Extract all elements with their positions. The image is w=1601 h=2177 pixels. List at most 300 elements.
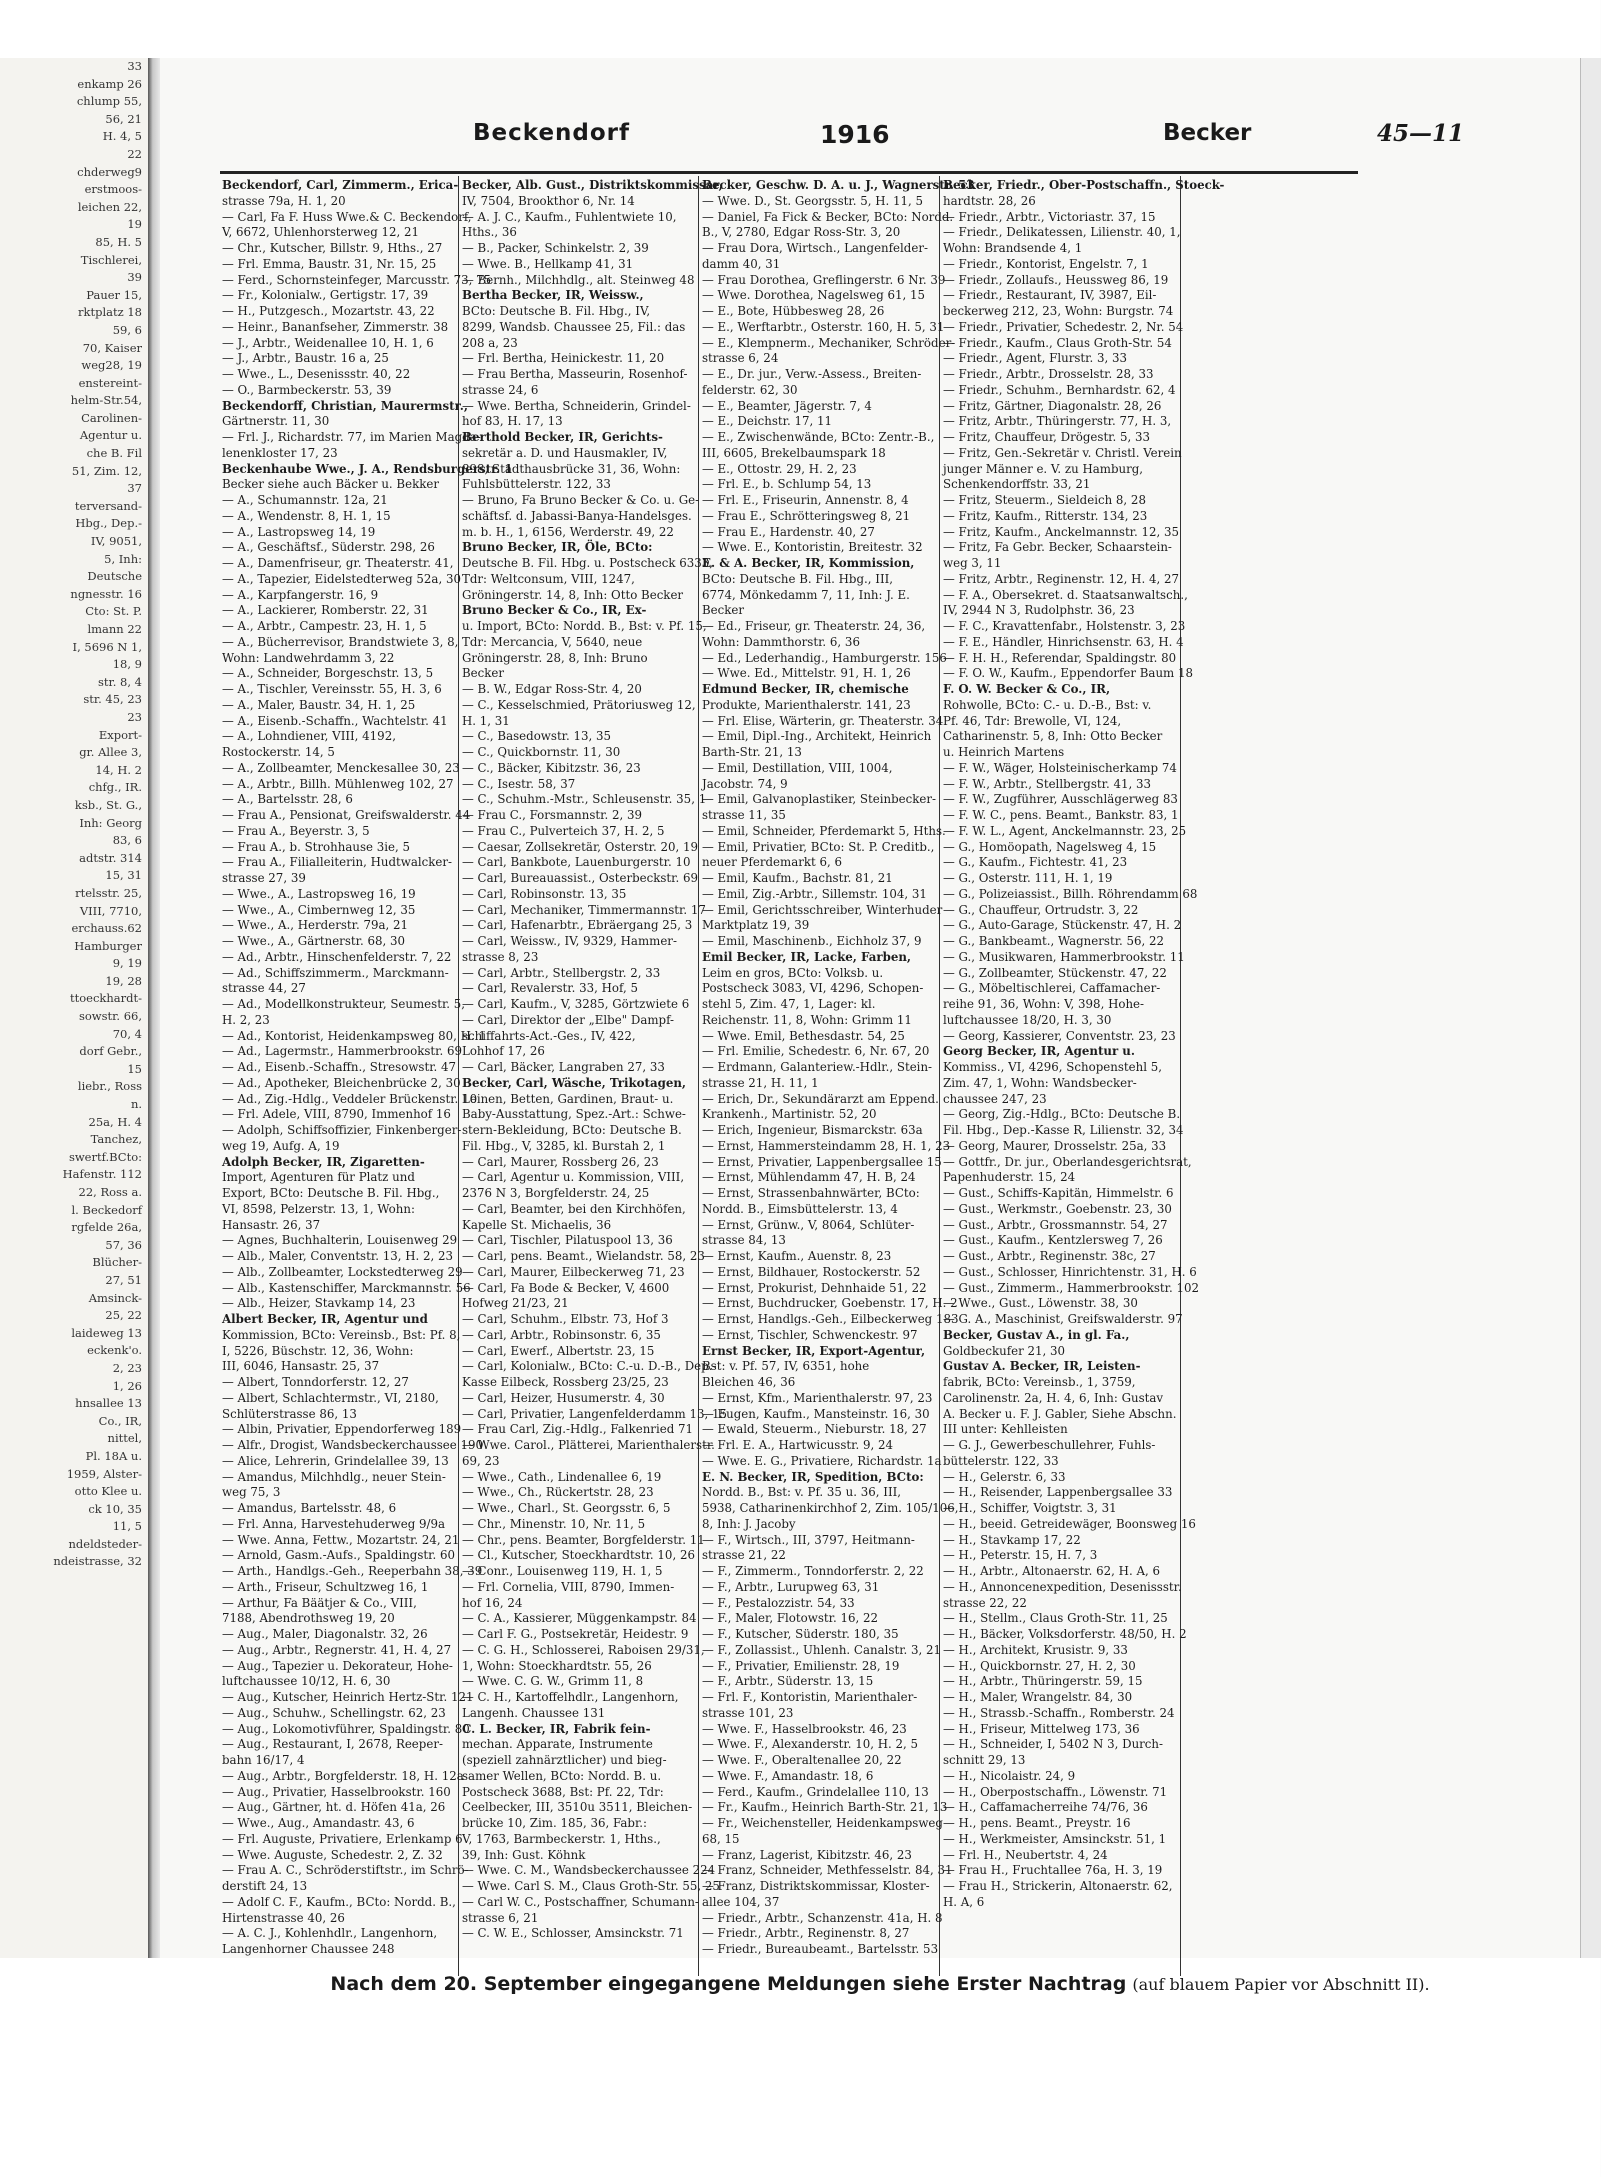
- directory-entry-line: Rohwolle, BCto: C.- u. D.-B., Bst: v.: [943, 697, 1152, 712]
- directory-entry-line: — Fritz, Chauffeur, Drögestr. 5, 33: [943, 430, 1151, 444]
- directory-entry-line: — G., Polizeiassist., Billh. Röhrendamm 68: [943, 886, 1198, 901]
- left-page-fragment: 56, 21: [105, 111, 142, 126]
- directory-entry-line: — Emil, Privatier, BCto: St. P. Creditb.,: [702, 839, 935, 854]
- left-page-fragment: Co., IR,: [98, 1413, 142, 1428]
- directory-entry-line: — F., Kutscher, Süderstr. 180, 35: [702, 1627, 899, 1641]
- directory-entry-line: beckerweg 212, 23, Wohn: Burgstr. 74: [943, 304, 1174, 318]
- directory-entry-line: A. Becker u. F. J. Gabler, Siehe Abschn.: [943, 1406, 1177, 1421]
- directory-entry-line: — Emil, Kaufm., Bachstr. 81, 21: [702, 871, 893, 885]
- page-footer: [160, 1973, 1600, 1995]
- directory-entry-line: — Aug., Restaurant, I, 2678, Reeper-: [222, 1737, 443, 1752]
- directory-entry-line: — Carl, Weissw., IV, 9329, Hammer-: [462, 934, 677, 948]
- directory-entry-line: sekretär a. D. und Hausmakler, IV,: [462, 445, 668, 460]
- left-page-edge: [0, 58, 152, 1958]
- directory-entry-line: — H., Reisender, Lappenbergsallee 33: [943, 1485, 1173, 1500]
- left-page-fragment: weg28, 19: [81, 358, 142, 373]
- directory-entry-line: — Carl, Direktor der „Elbe" Dampf-: [462, 1012, 675, 1027]
- footer-notice: Nach dem 20. September eingegangene Meldungen siehe Erster Nachtrag: [330, 1973, 1127, 1995]
- directory-entry-line: — H., Stellm., Claus Groth-Str. 11, 25: [943, 1611, 1168, 1626]
- directory-entry-line: — C., Schuhm.-Mstr., Schleusenstr. 35, 1: [462, 792, 707, 807]
- directory-entry-line: Wohn: Brandsende 4, 1: [943, 241, 1083, 255]
- directory-entry-line: — Cl., Kutscher, Stoeckhardtstr. 10, 26: [462, 1548, 695, 1563]
- directory-entry-line: u. Heinrich Martens: [943, 745, 1065, 759]
- directory-entry-line: bahn 16/17, 4: [222, 1753, 305, 1767]
- directory-entry-line: Becker, Geschw. D. A. u. J., Wagnerstr. 53: [702, 178, 975, 192]
- directory-entry-line: — Gust., Kaufm., Kentzlersweg 7, 26: [943, 1233, 1163, 1248]
- directory-entry-line: Becker siehe auch Bäcker u. Bekker: [222, 477, 439, 492]
- directory-entry-line: — Frau E., Hardenstr. 40, 27: [702, 524, 875, 539]
- directory-entry-line: — H., Quickbornstr. 27, H. 2, 30: [943, 1658, 1136, 1673]
- directory-entry-line: IV, 2944 N 3, Rudolphstr. 36, 23: [943, 603, 1135, 618]
- directory-entry-line: Baby-Ausstattung, Spez.-Art.: Schwe-: [462, 1107, 686, 1122]
- directory-entry-line: — Conr., Louisenweg 119, H. 1, 5: [462, 1564, 663, 1578]
- directory-entry-line: — Arth., Friseur, Schultzweg 16, 1: [222, 1579, 429, 1594]
- directory-entry-line: — Chr., Minenstr. 10, Nr. 11, 5: [462, 1516, 646, 1531]
- directory-entry-line: Wohn: Dammthorstr. 6, 36: [702, 634, 860, 649]
- directory-entry-line: H. 1, 31: [462, 713, 510, 728]
- directory-entry-line: fabrik, BCto: Vereinsb., 1, 3759,: [943, 1375, 1136, 1389]
- directory-entry-line: — Emil, Destillation, VIII, 1004,: [702, 760, 893, 775]
- directory-entry-line: — H., Friseur, Mittelweg 173, 36: [943, 1721, 1140, 1736]
- directory-entry-line: m. b. H., 1, 6156, Werderstr. 49, 22: [462, 524, 674, 539]
- directory-entry-line: strasse 21, 22: [702, 1548, 786, 1563]
- directory-entry-line: — A., Bartelsstr. 28, 6: [222, 792, 353, 807]
- directory-entry-line: Marktplatz 19, 39: [702, 918, 810, 933]
- directory-entry-line: Bst: v. Pf. 57, IV, 6351, hohe: [702, 1359, 870, 1374]
- directory-entry-line: — Ferd., Kaufm., Grindelallee 110, 13: [702, 1784, 929, 1799]
- directory-entry-line: — Friedr., Delikatessen, Lilienstr. 40, 1,: [943, 225, 1181, 240]
- directory-entry-line: — Aug., Maler, Diagonalstr. 32, 26: [222, 1627, 428, 1641]
- directory-entry-line: — Wwe. F., Alexanderstr. 10, H. 2, 5: [702, 1737, 919, 1752]
- directory-entry-line: — H., Schiffer, Voigtstr. 3, 31: [943, 1501, 1117, 1515]
- directory-entry-line: strasse 22, 22: [943, 1595, 1027, 1610]
- directory-entry-line: VI, 8598, Pelzerstr. 13, 1, Wohn:: [222, 1201, 415, 1216]
- directory-entry-line: — E., Dr. jur., Verw.-Assess., Breiten-: [702, 367, 922, 381]
- left-page-fragment: 9, 19: [112, 956, 142, 971]
- header-right-word: Becker: [1163, 120, 1252, 146]
- left-page-fragment: Tischlerei,: [80, 252, 142, 267]
- directory-entry-line: — Friedr., Arbtr., Schanzenstr. 41a, H. 8: [702, 1910, 943, 1925]
- directory-entry-line: — Fr., Kolonialw., Gertigstr. 17, 39: [222, 288, 429, 303]
- directory-entry-line: — Friedr., Arbtr., Drosselstr. 28, 33: [943, 367, 1154, 381]
- directory-entry-line: — Carl, Kaufm., V, 3285, Görtzwiete 6: [462, 997, 690, 1011]
- directory-entry-line: — Carl, Fa Bode & Becker, V, 4600: [462, 1280, 670, 1295]
- directory-entry-line: 39, Inh: Gust. Köhnk: [462, 1847, 586, 1862]
- left-page-fragment: 37: [127, 481, 142, 496]
- directory-entry-line: Import, Agenturen für Platz und: [222, 1170, 415, 1185]
- directory-entry-line: — Fritz, Kaufm., Anckelmannstr. 12, 35: [943, 524, 1180, 539]
- directory-entry-line: — Frl. F., Kontoristin, Marienthaler-: [702, 1690, 918, 1704]
- directory-entry-line: — Erich, Dr., Sekundärarzt am Eppend.: [702, 1091, 939, 1106]
- directory-entry-line: 2376 N 3, Borgfelderstr. 24, 25: [462, 1186, 650, 1200]
- directory-entry-line: — H., Werkmeister, Amsinckstr. 51, 1: [943, 1831, 1167, 1846]
- directory-entry-line: — Frau A. C., Schröderstiftstr., im Schrö-: [222, 1863, 469, 1878]
- directory-entry-line: — Frau A., Pensionat, Greifswalderstr. 44: [222, 808, 471, 822]
- directory-entry-line: — Erich, Ingenieur, Bismarckstr. 63a: [702, 1123, 923, 1137]
- left-page-fragment: helm-Str.54,: [70, 393, 142, 408]
- directory-entry-line: E. & A. Becker, IR, Kommission,: [702, 556, 915, 570]
- directory-entry-line: — F. W. C., pens. Beamt., Bankstr. 83, 1: [943, 808, 1179, 822]
- directory-entry-line: — Aug., Lokomotivführer, Spaldingstr. 80: [222, 1721, 470, 1736]
- directory-entry-line: — Frl. H., Neubertstr. 4, 24: [943, 1847, 1108, 1862]
- directory-entry-line: Hansastr. 26, 37: [222, 1217, 321, 1232]
- directory-entry-line: samer Wellen, BCto: Nordd. B. u.: [462, 1768, 662, 1783]
- directory-entry-line: — Ernst, Buchdrucker, Goebenstr. 17, H. 2: [702, 1296, 958, 1311]
- directory-entry-line: — Frau Bertha, Masseurin, Rosenhof-: [462, 367, 688, 381]
- directory-entry-line: — Friedr., Zollaufs., Heussweg 86, 19: [943, 272, 1169, 287]
- directory-entry-line: Becker, Alb. Gust., Distriktskommissar,: [462, 178, 723, 192]
- directory-entry-line: — Frl. E. A., Hartwicusstr. 9, 24: [702, 1438, 894, 1452]
- left-page-fragment: Amsinck-: [88, 1290, 142, 1305]
- directory-entry-line: derstift 24, 13: [222, 1879, 308, 1893]
- directory-entry-line: — A., Bücherrevisor, Brandstwiete 3, 8,: [222, 634, 459, 649]
- directory-entry-line: E. N. Becker, IR, Spedition, BCto:: [702, 1469, 924, 1484]
- directory-entry-line: Tdr: Weltconsum, VIII, 1247,: [462, 571, 635, 586]
- directory-entry-line: — Friedr., Schuhm., Bernhardstr. 62, 4: [943, 382, 1176, 397]
- left-page-fragment: 15: [127, 1061, 142, 1076]
- directory-entry-line: — F. W. L., Agent, Anckelmannstr. 23, 25: [943, 823, 1187, 838]
- directory-entry-line: Becker: [702, 603, 745, 618]
- directory-entry-line: — Bruno, Fa Bruno Becker & Co. u. Ge-: [462, 493, 700, 507]
- directory-entry-line: — Carl, Schuhm., Elbstr. 73, Hof 3: [462, 1312, 669, 1326]
- directory-entry-line: — Wwe. B., Hellkamp 41, 31: [462, 256, 634, 271]
- directory-entry-line: — Frl. Anna, Harvestehuderweg 9/9a: [222, 1516, 446, 1531]
- directory-entry-line: Export, BCto: Deutsche B. Fil. Hbg.,: [222, 1186, 440, 1200]
- directory-entry-line: — Wwe. Ed., Mittelstr. 91, H. 1, 26: [702, 666, 911, 681]
- directory-entry-line: chaussee 247, 23: [943, 1091, 1047, 1106]
- directory-entry-line: stehl 5, Zim. 47, 1, Lager: kl.: [702, 997, 876, 1011]
- directory-entry-line: Carolinenstr. 2a, H. 4, 6, Inh: Gustav: [943, 1390, 1164, 1405]
- directory-entry-line: — Wwe., Gust., Löwenstr. 38, 30: [943, 1296, 1138, 1311]
- directory-entry-line: Langenh. Chaussee 131: [462, 1705, 606, 1720]
- directory-entry-line: — Gust., Werkmstr., Goebenstr. 23, 30: [943, 1201, 1172, 1216]
- directory-entry-line: — Frl. Emma, Baustr. 31, Nr. 15, 25: [222, 256, 437, 271]
- directory-entry-line: — Fritz, Kaufm., Ritterstr. 134, 23: [943, 508, 1148, 523]
- directory-entry-line: Postscheck 3083, VI, 4296, Schopen-: [702, 981, 924, 996]
- directory-entry-line: — Arth., Handlgs.-Geh., Reeperbahn 38, 39: [222, 1564, 483, 1578]
- left-page-fragment: chfg., IR.: [88, 780, 142, 795]
- directory-entry-line: — A., Lohndiener, VIII, 4192,: [222, 729, 396, 744]
- directory-entry-line: — Ernst, Kaufm., Auenstr. 8, 23: [702, 1249, 892, 1263]
- directory-entry-line: — G. A., Maschinist, Greifswalderstr. 97: [943, 1312, 1183, 1326]
- directory-entry-line: allee 104, 37: [702, 1894, 780, 1909]
- left-page-fragment: n.: [130, 1097, 142, 1112]
- directory-entry-line: — H., Arbtr., Altonaerstr. 62, H. A, 6: [943, 1564, 1160, 1578]
- directory-entry-line: — Frl. E., Friseurin, Annenstr. 8, 4: [702, 493, 909, 507]
- directory-entry-line: Pf. 46, Tdr: Brewolle, VI, 124,: [943, 713, 1122, 728]
- directory-entry-line: — Ernst, Grünw., V, 8064, Schlüter-: [702, 1217, 915, 1232]
- directory-entry-line: Lohhof 17, 26: [462, 1044, 545, 1059]
- directory-entry-line: lenenkloster 17, 23: [222, 445, 338, 460]
- directory-entry-line: — Aug., Kutscher, Heinrich Hertz-Str. 121: [222, 1690, 474, 1704]
- directory-entry-line: mechan. Apparate, Instrumente: [462, 1737, 653, 1752]
- directory-entry-line: — F., Pestalozzistr. 54, 33: [702, 1595, 855, 1610]
- directory-entry-line: — O., Barmbeckerstr. 53, 39: [222, 382, 392, 397]
- footer-note: (auf blauem Papier vor Abschnitt II).: [1132, 1975, 1430, 1994]
- left-page-fragment: 23: [127, 709, 142, 724]
- directory-entry-line: Becker, Friedr., Ober-Postschaffn., Stoeck-: [943, 178, 1225, 192]
- directory-entry-line: — Wwe., Ch., Rückertstr. 28, 23: [462, 1485, 654, 1500]
- directory-entry-line: — Erdmann, Galanteriew.-Hdlr., Stein-: [702, 1060, 933, 1074]
- directory-entry-line: — Wwe., Aug., Amandastr. 43, 6: [222, 1816, 415, 1830]
- directory-entry-line: — Aug., Tapezier u. Dekorateur, Hohe-: [222, 1658, 453, 1673]
- directory-entry-line: — Ad., Kontorist, Heidenkampsweg 80, H. 1: [222, 1028, 486, 1043]
- left-page-fragment: 18, 9: [112, 657, 142, 672]
- directory-entry-line: Beckenhaube Wwe., J. A., Rendsburgerstr. 1: [222, 461, 513, 476]
- directory-entry-line: — Friedr., Kontorist, Engelstr. 7, 1: [943, 256, 1149, 271]
- directory-entry-line: — Frau E., Schrötteringsweg 8, 21: [702, 508, 911, 523]
- directory-entry-line: — Fritz, Fa Gebr. Becker, Schaarstein-: [943, 540, 1172, 555]
- directory-entry-line: weg 75, 3: [222, 1485, 281, 1500]
- directory-entry-line: büttelerstr. 122, 33: [943, 1453, 1059, 1468]
- directory-entry-line: — Frau A., Beyerstr. 3, 5: [222, 823, 370, 838]
- directory-entry-line: — Wwe., A., Cimbernweg 12, 35: [222, 902, 416, 917]
- directory-entry-line: — G., Homöopath, Nagelsweg 4, 15: [943, 839, 1157, 854]
- directory-entry-line: — Wwe., A., Herderstr. 79a, 21: [222, 918, 409, 933]
- directory-entry-line: — Aug., Gärtner, ht. d. Höfen 41a, 26: [222, 1800, 446, 1815]
- directory-entry-line: III, 6046, Hansastr. 25, 37: [222, 1359, 380, 1374]
- left-page-fragment: 15, 31: [105, 868, 142, 883]
- directory-entry-line: strasse 27, 39: [222, 871, 306, 885]
- left-page-fragment: 1, 26: [112, 1378, 142, 1393]
- directory-entry-line: Reichenstr. 11, 8, Wohn: Grimm 11: [702, 1012, 912, 1027]
- left-page-fragment: che B. Fil: [86, 446, 142, 461]
- scan-right-edge: [1580, 58, 1601, 1958]
- directory-entry-line: — Frl. Cornelia, VIII, 8790, Immen-: [462, 1579, 675, 1594]
- left-page-fragment: enkamp 26: [77, 76, 142, 91]
- directory-entry-line: — Ernst, Prokurist, Dehnhaide 51, 22: [702, 1280, 927, 1295]
- left-page-fragment: liebr., Ross: [77, 1079, 142, 1094]
- left-page-fragment: Inh: Georg: [79, 815, 142, 830]
- directory-entry-line: — H., pens. Beamt., Preystr. 16: [943, 1816, 1131, 1830]
- directory-entry-line: — F., Arbtr., Lurupweg 63, 31: [702, 1579, 880, 1594]
- directory-entry-line: — Frl. Adele, VIII, 8790, Immenhof 16: [222, 1107, 451, 1122]
- directory-entry-line: 68, 15: [702, 1831, 740, 1846]
- directory-entry-line: strasse 6, 24: [702, 351, 779, 366]
- directory-entry-line: — F., Zimmerm., Tonndorferstr. 2, 22: [702, 1564, 924, 1578]
- directory-entry-line: — Friedr., Bureaubeamt., Bartelsstr. 53: [702, 1942, 939, 1956]
- directory-entry-line: — Ad., Lagermstr., Hammerbrookstr. 69: [222, 1044, 462, 1059]
- directory-entry-line: — Daniel, Fa Fick & Becker, BCto: Nordd.: [702, 209, 954, 224]
- directory-entry-line: Produkte, Marienthalerstr. 141, 23: [702, 697, 911, 712]
- directory-entry-line: — A., Zollbeamter, Menckesallee 30, 23: [222, 760, 460, 775]
- left-page-fragment: chlump 55,: [76, 94, 142, 109]
- directory-entry-line: — F. A., Obersekret. d. Staatsanwaltsch.,: [943, 587, 1188, 602]
- directory-entry-line: — C. W. E., Schlosser, Amsinckstr. 71: [462, 1926, 684, 1941]
- left-page-fragment: 11, 5: [112, 1519, 142, 1534]
- directory-entry-line: Kommiss., VI, 4296, Schopenstehl 5,: [943, 1060, 1162, 1074]
- directory-entry-line: — Frau Carl, Zig.-Hdlg., Falkenried 71: [462, 1422, 694, 1437]
- directory-entry-line: — Frl. Bertha, Heinickestr. 11, 20: [462, 351, 665, 366]
- directory-entry-line: — G., Auto-Garage, Stückenstr. 47, H. 2: [943, 918, 1182, 933]
- directory-entry-line: — Fr., Weichensteller, Heidenkampsweg: [702, 1816, 943, 1830]
- directory-entry-line: Berthold Becker, IR, Gerichts-: [462, 430, 663, 444]
- directory-entry-line: Gärtnerstr. 11, 30: [222, 414, 330, 429]
- column-divider: [698, 176, 699, 1976]
- directory-entry-line: Fil. Hbg., V, 3285, kl. Burstah 2, 1: [462, 1138, 666, 1153]
- header-rule: [220, 171, 1358, 174]
- directory-entry-line: — Gottfr., Dr. jur., Oberlandesgerichtsrat,: [943, 1154, 1192, 1169]
- left-page-fragment: 51, Zim. 12,: [71, 463, 142, 478]
- directory-entry-line: Kasse Eilbeck, Rossberg 23/25, 23: [462, 1375, 669, 1389]
- left-page-fragment: 27, 51: [105, 1272, 142, 1287]
- directory-entry-line: strasse 8, 23: [462, 949, 539, 964]
- directory-entry-line: — Alb., Zollbeamter, Lockstedterweg 29: [222, 1264, 463, 1279]
- left-page-fragment: Carolinen-: [81, 410, 142, 425]
- left-page-fragment: Hbg., Dep.-: [75, 516, 142, 531]
- directory-entry-line: — A., Geschäftsf., Süderstr. 298, 26: [222, 540, 435, 555]
- left-page-fragment: chderweg9: [77, 164, 142, 179]
- directory-entry-line: — A. C. J., Kohlenhdlr., Langenhorn,: [222, 1926, 438, 1941]
- directory-entry-line: — Arthur, Fa Bäätjer & Co., VIII,: [222, 1595, 417, 1610]
- directory-entry-line: — F., Privatier, Emilienstr. 28, 19: [702, 1658, 900, 1673]
- directory-entry-line: — Amandus, Bartelsstr. 48, 6: [222, 1501, 397, 1515]
- directory-entry-line: — H., Oberpostschaffn., Löwenstr. 71: [943, 1784, 1168, 1799]
- directory-entry-line: — Carl, Ewerf., Albertstr. 23, 15: [462, 1343, 655, 1358]
- left-page-fragment: rgfelde 26a,: [71, 1220, 142, 1235]
- left-page-fragment: 25a, H. 4: [88, 1114, 142, 1129]
- directory-entry-line: — Friedr., Privatier, Schedestr. 2, Nr. 54: [943, 319, 1184, 334]
- directory-entry-line: strasse 44, 27: [222, 981, 306, 996]
- column-divider: [939, 176, 940, 1976]
- directory-entry-line: — Emil, Dipl.-Ing., Architekt, Heinrich: [702, 729, 932, 744]
- directory-entry-line: — Fritz, Arbtr., Reginenstr. 12, H. 4, 27: [943, 571, 1179, 586]
- directory-entry-line: — Carl, Beamter, bei den Kirchhöfen,: [462, 1201, 686, 1216]
- directory-entry-line: reihe 91, 36, Wohn: V, 398, Hohe-: [943, 997, 1145, 1011]
- directory-entry-line: — H., Stavkamp 17, 22: [943, 1532, 1081, 1547]
- directory-entry-line: — Friedr., Arbtr., Victoriastr. 37, 15: [943, 209, 1156, 224]
- directory-entry-line: 8, Inh: J. Jacoby: [702, 1516, 796, 1531]
- directory-entry-line: Georg Becker, IR, Agentur u.: [943, 1044, 1135, 1059]
- directory-entry-line: — Frl. Auguste, Privatiere, Erlenkamp 6: [222, 1831, 463, 1846]
- directory-entry-line: — Carl W. C., Postschaffner, Schumann-: [462, 1894, 699, 1909]
- directory-entry-line: — Wwe., A., Lastropsweg 16, 19: [222, 886, 416, 901]
- directory-entry-line: — H., Strassb.-Schaffn., Romberstr. 24: [943, 1705, 1175, 1720]
- directory-entry-line: — C., Basedowstr. 13, 35: [462, 729, 612, 744]
- directory-entry-line: — Emil, Zig.-Arbtr., Sillemstr. 104, 31: [702, 886, 927, 901]
- directory-entry-line: — Fr., Kaufm., Heinrich Barth-Str. 21, 13: [702, 1800, 948, 1815]
- directory-entry-line: Zim. 47, 1, Wohn: Wandsbecker-: [943, 1075, 1137, 1090]
- directory-entry-line: Adolph Becker, IR, Zigaretten-: [222, 1154, 425, 1169]
- left-page-fragment: Agentur u.: [79, 428, 142, 443]
- directory-entry-line: — Franz, Distriktskommissar, Kloster-: [702, 1879, 930, 1893]
- directory-entry-line: — H., beeid. Getreidewäger, Boonsweg 16: [943, 1516, 1196, 1531]
- left-page-fragment: swertf.BCto:: [68, 1149, 142, 1164]
- directory-entry-line: 1, Wohn: Stoeckhardtstr. 55, 26: [462, 1658, 652, 1673]
- directory-entry-line: — Georg, Maurer, Drosselstr. 25a, 33: [943, 1138, 1167, 1153]
- left-page-fragment: 25, 22: [105, 1308, 142, 1323]
- left-page-fragment: 2, 23: [112, 1360, 142, 1375]
- directory-entry-line: — Aug., Arbtr., Regnerstr. 41, H. 4, 27: [222, 1642, 452, 1657]
- directory-entry-line: — Ad., Modellkonstrukteur, Seumestr. 5,: [222, 997, 466, 1011]
- directory-entry-line: strasse 84, 13: [702, 1233, 786, 1248]
- directory-entry-line: — Wwe. Bertha, Schneiderin, Grindel-: [462, 398, 691, 413]
- directory-entry-line: — Carl, Maurer, Rossberg 26, 23: [462, 1154, 659, 1169]
- directory-entry-line: strasse 79a, H. 1, 20: [222, 193, 346, 208]
- left-page-fragment: Cto: St. P.: [85, 604, 142, 619]
- directory-entry-line: 208 a, 23: [462, 335, 518, 350]
- directory-entry-line: — A., Arbtr., Campestr. 23, H. 1, 5: [222, 619, 427, 633]
- directory-entry-line: — Wwe. D., St. Georgsstr. 5, H. 11, 5: [702, 193, 924, 208]
- directory-entry-line: schnitt 29, 13: [943, 1753, 1026, 1767]
- directory-entry-line: — Ferd., Schornsteinfeger, Marcusstr. 73, 75: [222, 272, 492, 287]
- page-header: [160, 120, 1600, 160]
- directory-entry-line: 69, 23: [462, 1453, 500, 1468]
- left-page-fragment: dorf Gebr.,: [79, 1044, 142, 1059]
- directory-entry-line: — Friedr., Arbtr., Reginenstr. 8, 27: [702, 1926, 910, 1941]
- directory-entry-line: — Gust., Arbtr., Grossmannstr. 54, 27: [943, 1217, 1168, 1232]
- directory-entry-line: Bruno Becker & Co., IR, Ex-: [462, 603, 647, 618]
- directory-entry-line: — Gust., Schiffs-Kapitän, Himmelstr. 6: [943, 1186, 1174, 1200]
- directory-entry-line: Ernst Becker, IR, Export-Agentur,: [702, 1343, 926, 1358]
- directory-entry-line: — A., Eisenb.-Schaffn., Wachtelstr. 41: [222, 713, 448, 728]
- directory-entry-line: — Carl, Revalerstr. 33, Hof, 5: [462, 981, 638, 996]
- directory-entry-line: — Frau C., Forsmannstr. 2, 39: [462, 808, 643, 822]
- directory-entry-line: Bertha Becker, IR, Weissw.,: [462, 288, 644, 303]
- left-page-fragment: enstereint-: [78, 375, 142, 390]
- left-page-fragment: lmann 22: [87, 622, 142, 636]
- directory-entry-line: — Chr., Kutscher, Billstr. 9, Hths., 27: [222, 241, 443, 255]
- left-page-fragment: Tanchez,: [90, 1132, 142, 1147]
- directory-entry-line: junger Männer e. V. zu Hamburg,: [943, 461, 1144, 476]
- left-page-fragment: ndeistrasse, 32: [53, 1554, 142, 1569]
- directory-entry-line: hof 16, 24: [462, 1595, 523, 1610]
- directory-entry-line: — H., Bäcker, Volksdorferstr. 48/50, H. 2: [943, 1627, 1187, 1641]
- directory-entry-line: — Carl, Hafenarbtr., Ebräergang 25, 3: [462, 918, 693, 933]
- directory-entry-line: — Adolf C. F., Kaufm., BCto: Nordd. B.,: [222, 1894, 456, 1909]
- directory-entry-line: — E., Bote, Hübbesweg 28, 26: [702, 304, 885, 318]
- directory-entry-line: — Carl, Robinsonstr. 13, 35: [462, 886, 627, 901]
- directory-entry-line: — E., Klempnerm., Mechaniker, Schröder-: [702, 335, 956, 350]
- directory-entry-line: Jacobstr. 74, 9: [702, 776, 788, 791]
- directory-entry-line: — Bernh., Milchhdlg., alt. Steinweg 48: [462, 272, 695, 287]
- directory-entry-line: — A., Karpfangerstr. 16, 9: [222, 587, 379, 602]
- directory-entry-line: — Friedr., Kaufm., Claus Groth-Str. 54: [943, 335, 1172, 350]
- left-page-fragment: IV, 9051,: [90, 534, 142, 549]
- directory-entry-line: Langenhorner Chaussee 248: [222, 1942, 395, 1956]
- directory-entry-line: — J., Arbtr., Baustr. 16 a, 25: [222, 351, 389, 366]
- directory-entry-line: — Alb., Kastenschiffer, Marckmannstr. 56: [222, 1280, 471, 1295]
- left-page-fragment: adtstr. 314: [79, 850, 142, 865]
- directory-entry-line: — A., Tischler, Vereinsstr. 55, H. 3, 6: [222, 682, 442, 696]
- directory-entry-line: — Caesar, Zollsekretär, Osterstr. 20, 19: [462, 839, 699, 854]
- left-page-fragment: terversand-: [74, 498, 142, 513]
- directory-entry-line: — Ernst, Bildhauer, Rostockerstr. 52: [702, 1264, 921, 1279]
- directory-entry-line: H. 2, 23: [222, 1012, 270, 1027]
- directory-entry-line: — Friedr., Restaurant, IV, 3987, Eil-: [943, 288, 1157, 303]
- directory-entry-line: Beckendorff, Christian, Maurermstr.,: [222, 398, 468, 413]
- directory-entry-line: hof 83, H. 17, 13: [462, 414, 563, 429]
- directory-entry-line: — H., Schneider, I, 5402 N 3, Durch-: [943, 1737, 1163, 1752]
- directory-entry-line: — Wwe. Anna, Fettw., Mozartstr. 24, 21: [222, 1532, 460, 1547]
- directory-entry-line: — Carl, Kolonialw., BCto: C.-u. D.-B., Dep.-: [462, 1359, 717, 1374]
- directory-entry-line: — G., Zollbeamter, Stückenstr. 47, 22: [943, 965, 1167, 980]
- directory-entry-line: — Wwe., Charl., St. Georgsstr. 6, 5: [462, 1501, 671, 1515]
- directory-entry-line: — A. J. C., Kaufm., Fuhlentwiete 10,: [462, 209, 677, 224]
- directory-entry-line: III, 6605, Brekelbaumspark 18: [702, 445, 886, 460]
- left-page-fragment: ksb., St. G.,: [74, 797, 142, 812]
- directory-entry-line: — Emil, Schneider, Pferdemarkt 5, Hths.: [702, 823, 946, 838]
- directory-entry-line: — H., Putzgesch., Mozartstr. 43, 22: [222, 304, 435, 318]
- left-page-fragment: str. 45, 23: [83, 692, 142, 707]
- directory-entry-line: Schenkendorffstr. 33, 21: [943, 477, 1091, 492]
- book-gutter: [148, 58, 160, 1958]
- directory-entry-line: — Frl. Elise, Wärterin, gr. Theaterstr. 34: [702, 713, 944, 728]
- directory-entry-line: — Friedr., Agent, Flurstr. 3, 33: [943, 351, 1128, 366]
- directory-entry-line: — Ernst, Handlgs.-Geh., Eilbeckerweg 183: [702, 1312, 959, 1326]
- directory-entry-line: — Gust., Zimmerm., Hammerbrookstr. 102: [943, 1280, 1200, 1295]
- left-page-fragment: 22: [127, 146, 142, 161]
